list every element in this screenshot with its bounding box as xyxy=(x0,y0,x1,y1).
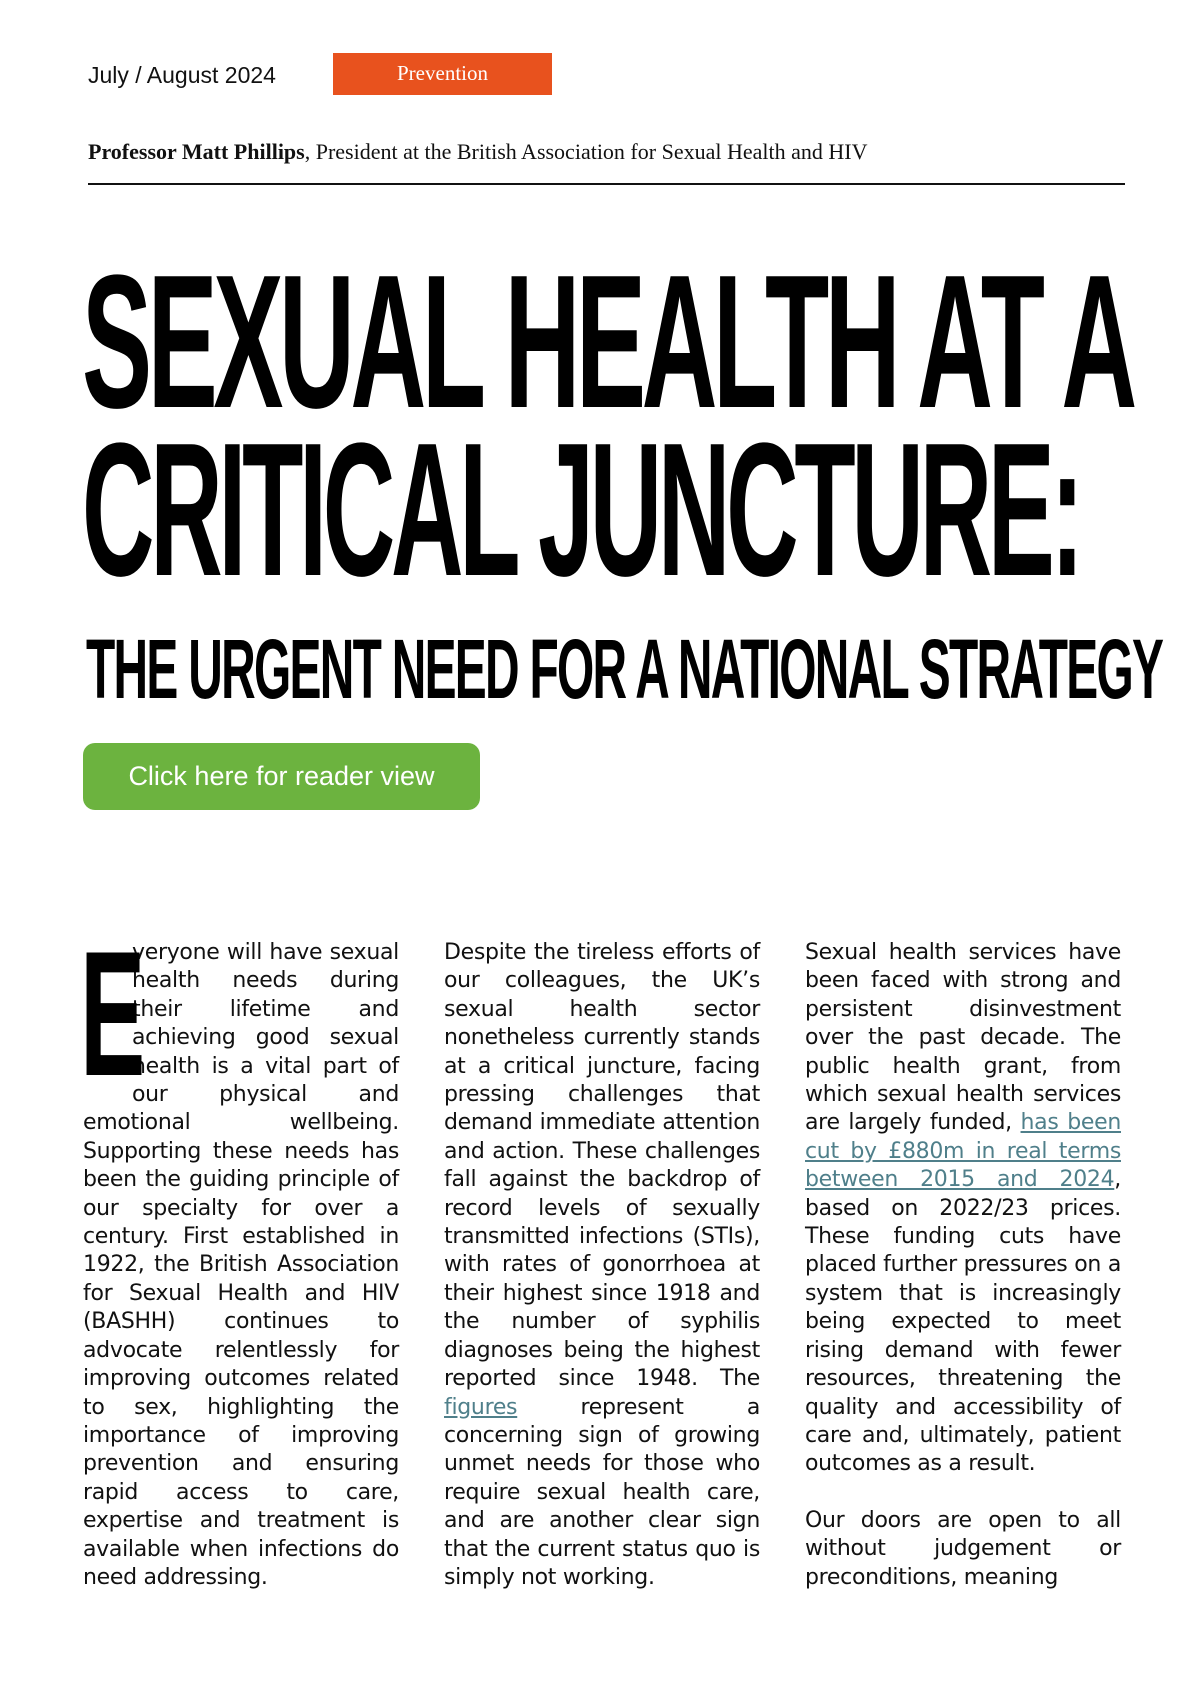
disinvestment-text: Sexual health services have been faced with strong and persistent disinvestment over the past decade. The public health grant, from which sexual health services are largely funded, xyxy=(805,940,1121,1136)
article-headline xyxy=(82,236,1182,616)
paragraph-open-doors: Our doors are open to all without judgement or preconditions, meaning xyxy=(805,1507,1121,1590)
section-tag-prevention[interactable]: Prevention xyxy=(333,53,552,95)
byline xyxy=(88,139,867,165)
paragraph-disinvestment xyxy=(805,939,1121,1479)
paragraph-challenges xyxy=(444,939,760,1592)
drop-cap: E xyxy=(80,914,146,1113)
article-column-2 xyxy=(444,939,760,1592)
issue-date: July / August 2024 xyxy=(88,62,276,88)
intro-text: veryone will have sexual health needs during their lifetime and achieving good sexual health is a vital part of our physical and emotional wellbeing. Supporting these needs has been the guiding principle of our specialty for over a century. First established in 1922, the British Association for Sexual Health and HIV (BASHH) continues to advocate relentlessly for improving outcomes related to sex, highlighting the importance of improving prevention and ensuring rapid access to care, expertise and treatment is available when infections do need addressing. xyxy=(83,940,399,1590)
disinvestment-text-end: , based on 2022/23 prices. These funding cuts have placed further pressures on a system that is increasingly being expected to meet rising demand with fewer resources, threatening the quality and accessibility of care and, ultimately, patient outcomes as a result. xyxy=(805,1167,1121,1477)
challenges-text: Despite the tireless efforts of our colleagues, the UK’s sexual health sector nonetheless currently stands at a critical juncture, facing pressing challenges that demand immediate attention and action. These challenges fall against the backdrop of record levels of sexually transmitted infections (STIs), with rates of gonorrhoea at their highest since 1918 and the number of syphilis diagnoses being the highest reported since 1948. The xyxy=(444,940,760,1392)
headline-line-2: CRITICAL JUNCTURE: xyxy=(82,404,1080,616)
reader-view-button[interactable]: Click here for reader view xyxy=(83,743,480,810)
challenges-text-end: represent a concerning sign of growing unmet needs for those who require sexual health care, and are another clear sign that the current status quo is simply not working. xyxy=(444,1394,760,1590)
headline-line-1: SEXUAL HEALTH AT A xyxy=(82,236,1133,448)
article-column-1 xyxy=(80,914,399,1592)
figures-link[interactable]: figures xyxy=(444,1394,518,1420)
article-column-3 xyxy=(805,939,1121,1592)
funding-cut-link[interactable]: has been cut by £880m in real terms between 2015 and 2024 xyxy=(805,1110,1121,1193)
header-divider xyxy=(88,183,1125,185)
paragraph-intro xyxy=(80,914,399,1592)
article-subtitle: THE URGENT NEED FOR A NATIONAL STRATEGY xyxy=(86,622,1163,716)
author-name: Professor Matt Phillips xyxy=(88,139,305,164)
author-role: , President at the British Association for Sexual Health and HIV xyxy=(304,139,868,164)
